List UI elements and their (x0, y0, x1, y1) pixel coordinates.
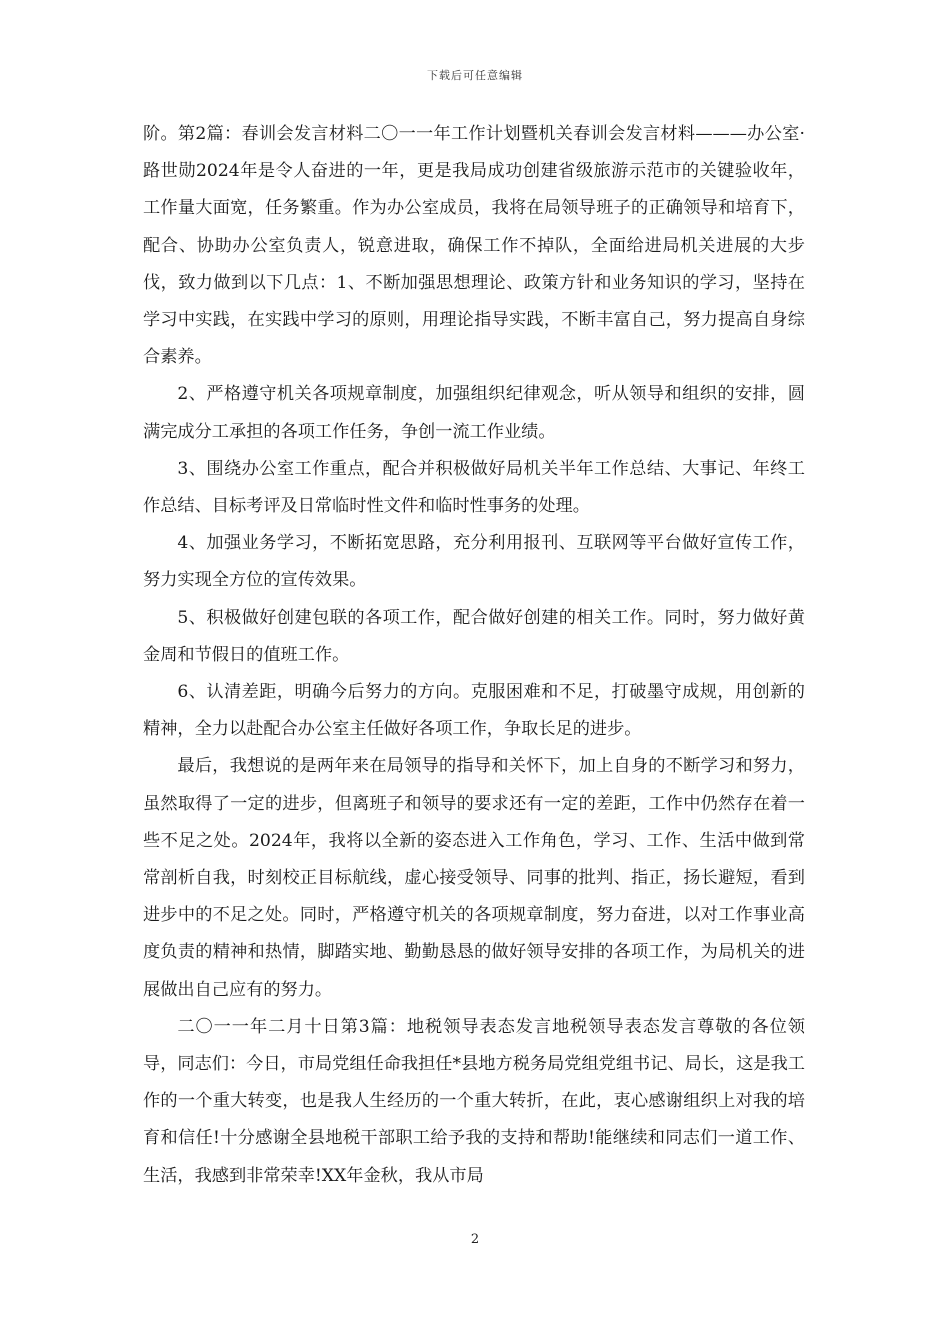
paragraph-1: 阶。第2篇：春训会发言材料二〇一一年工作计划暨机关春训会发言材料———办公室·路世勋2024年是令人奋进的一年，更是我局成功创建省级旅游示范市的关键验收年，工作量大面宽，任务繁重。作为办公室成员，我将在局领导班子的正确领导和培育下，配合、协助办公室负责人，锐意进取，确保工作不掉队，全面给进局机关进展的大步伐，致力做到以下几点：1、不断加强思想理论、政策方针和业务知识的学习，坚持在学习中实践，在实践中学习的原则，用理论指导实践，不断丰富自己，努力提高自身综合素养。 (143, 124, 805, 368)
document-body (143, 116, 805, 1195)
paragraph-8: 二〇一一年二月十日第3篇：地税领导表态发言地税领导表态发言尊敬的各位领导，同志们：今日，市局党组任命我担任*县地方税务局党组党组书记、局长，这是我工作的一个重大转变，也是我人生经历的一个重大转折，在此，衷心感谢组织上对我的培育和信任!十分感谢全县地税干部职工给予我的支持和帮助!能继续和同志们一道工作、生活，我感到非常荣幸!XX年金秋，我从市局 (143, 1016, 805, 1186)
page-header: 下载后可任意编辑 (427, 69, 523, 82)
paragraph-6: 6、认清差距，明确今后努力的方向。克服困难和不足，打破墨守成规，用创新的精神，全力以赴配合办公室主任做好各项工作，争取长足的进步。 (143, 682, 805, 740)
page-number: 2 (470, 1232, 480, 1247)
paragraph-7: 最后，我想说的是两年来在局领导的指导和关怀下，加上自身的不断学习和努力，虽然取得了一定的进步，但离班子和领导的要求还有一定的差距，工作中仍然存在着一些不足之处。2024年，我将以全新的姿态进入工作角色，学习、工作、生活中做到常常剖析自我，时刻校正目标航线，虚心接受领导、同事的批判、指正，扬长避短，看到进步中的不足之处。同时，严格遵守机关的各项规章制度，努力奋进，以对工作事业高度负责的精神和热情，脚踏实地、勤勤恳恳的做好领导安排的各项工作，为局机关的进展做出自己应有的努力。 (143, 756, 805, 1000)
paragraph-3: 3、围绕办公室工作重点，配合并积极做好局机关半年工作总结、大事记、年终工作总结、目标考评及日常临时性文件和临时性事务的处理。 (143, 458, 805, 517)
paragraph-5: 5、积极做好创建包联的各项工作，配合做好创建的相关工作。同时，努力做好黄金周和节假日的值班工作。 (143, 607, 805, 665)
paragraph-2: 2、严格遵守机关各项规章制度，加强组织纪律观念，听从领导和组织的安排，圆满完成分工承担的各项工作任务，争创一流工作业绩。 (143, 384, 805, 442)
paragraph-4: 4、加强业务学习，不断拓宽思路，充分利用报刊、互联网等平台做好宣传工作，努力实现全方位的宣传效果。 (143, 533, 805, 591)
